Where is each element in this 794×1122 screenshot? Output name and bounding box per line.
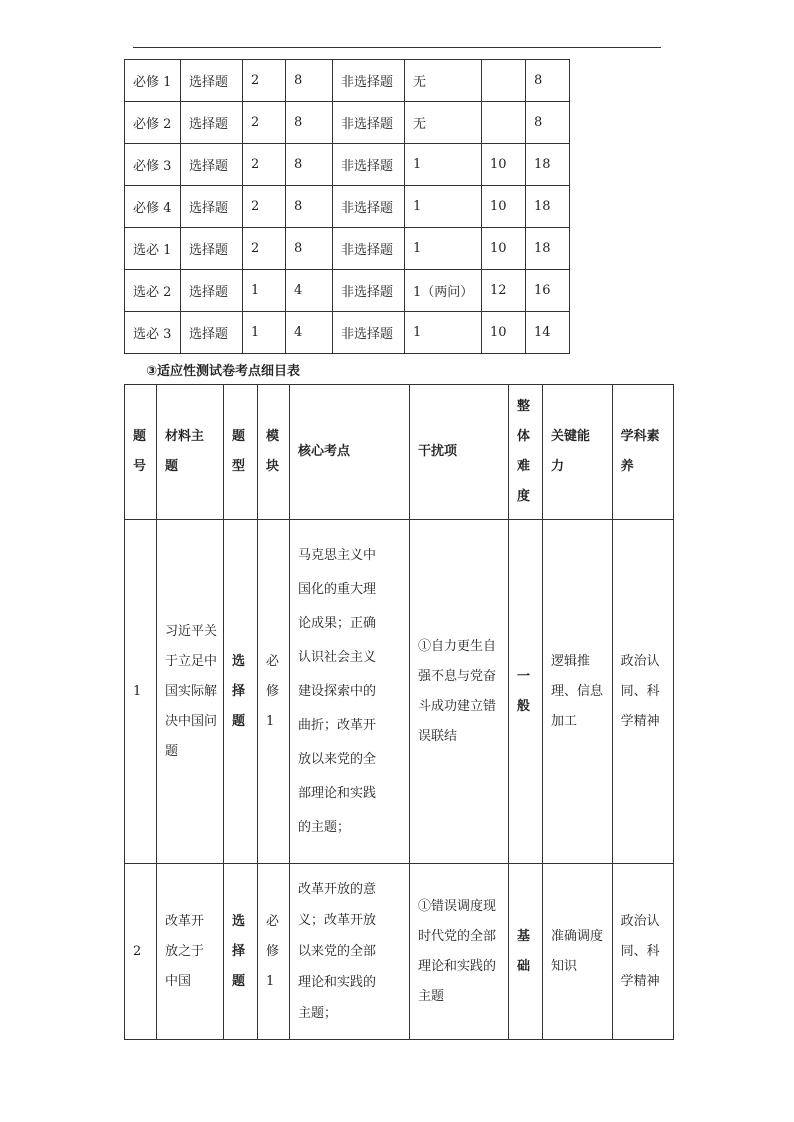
summary-cell-module: 必修 3 <box>125 144 181 186</box>
summary-row <box>125 228 570 270</box>
summary-cell-type-b: 非选择题 <box>333 60 405 102</box>
summary-cell-count-b: 1（两问） <box>405 270 482 312</box>
summary-row <box>125 312 570 354</box>
question-type: 选择题 <box>224 864 258 1040</box>
exam-detail-table <box>124 384 674 1040</box>
detail-row-2 <box>125 864 674 1040</box>
summary-cell-count-b: 1 <box>405 228 482 270</box>
module: 必修1 <box>258 520 290 864</box>
summary-cell-type-a: 选择题 <box>181 144 243 186</box>
summary-cell-type-b: 非选择题 <box>333 186 405 228</box>
summary-cell-count-a: 2 <box>243 102 286 144</box>
header-cell-core: 核心考点 <box>290 385 410 520</box>
distractor: ①自力更生自强不息与党奋斗成功建立错误联结 <box>410 520 509 864</box>
subject-literacy: 政治认同、科学精神 <box>612 864 673 1040</box>
summary-cell-count-a: 2 <box>243 228 286 270</box>
summary-cell-type-b: 非选择题 <box>333 144 405 186</box>
summary-cell-score-b: 10 <box>482 312 526 354</box>
summary-cell-module: 选必 1 <box>125 228 181 270</box>
material-theme: 习近平关于立足中国实际解决中国问题 <box>157 520 224 864</box>
summary-cell-score-a: 4 <box>286 312 333 354</box>
question-type: 选择题 <box>224 520 258 864</box>
question-number: 1 <box>125 520 157 864</box>
key-ability: 准确调度知识 <box>543 864 613 1040</box>
material-theme: 改革开放之于中国 <box>157 864 224 1040</box>
summary-cell-type-b: 非选择题 <box>333 228 405 270</box>
summary-cell-count-b: 无 <box>405 60 482 102</box>
difficulty: 基础 <box>509 864 543 1040</box>
summary-cell-total: 8 <box>526 102 570 144</box>
header-rule <box>133 47 661 48</box>
summary-cell-score-b: 10 <box>482 186 526 228</box>
core-points: 马克思主义中国化的重大理论成果；正确认识社会主义建设探索中的曲折；改革开放以来党的全部理论和实践的主题； <box>290 520 410 864</box>
detail-row-1 <box>125 520 674 864</box>
header-cell-theme: 材料主题 <box>157 385 224 520</box>
summary-cell-score-a: 4 <box>286 270 333 312</box>
summary-cell-module: 必修 4 <box>125 186 181 228</box>
summary-cell-score-a: 8 <box>286 228 333 270</box>
summary-cell-type-a: 选择题 <box>181 102 243 144</box>
header-cell-distractor: 干扰项 <box>410 385 509 520</box>
summary-cell-count-b: 无 <box>405 102 482 144</box>
header-cell-difficulty: 整体难度 <box>509 385 543 520</box>
summary-cell-count-b: 1 <box>405 144 482 186</box>
summary-cell-count-b: 1 <box>405 186 482 228</box>
header-cell-literacy: 学科素养 <box>612 385 673 520</box>
key-ability: 逻辑推理、信息加工 <box>543 520 613 864</box>
summary-cell-score-b: 10 <box>482 144 526 186</box>
summary-cell-score-b: 10 <box>482 228 526 270</box>
summary-cell-score-a: 8 <box>286 102 333 144</box>
header-cell-module: 模块 <box>258 385 290 520</box>
summary-cell-type-a: 选择题 <box>181 312 243 354</box>
summary-row <box>125 102 570 144</box>
summary-row <box>125 270 570 312</box>
summary-cell-module: 必修 1 <box>125 60 181 102</box>
detail-header-row <box>125 385 674 520</box>
summary-cell-score-b: 12 <box>482 270 526 312</box>
summary-cell-total: 14 <box>526 312 570 354</box>
summary-cell-type-b: 非选择题 <box>333 102 405 144</box>
summary-cell-type-a: 选择题 <box>181 228 243 270</box>
summary-row <box>125 186 570 228</box>
summary-cell-count-a: 1 <box>243 270 286 312</box>
difficulty: 一般 <box>509 520 543 864</box>
summary-table-body <box>125 60 570 354</box>
summary-cell-score-a: 8 <box>286 60 333 102</box>
summary-cell-count-a: 2 <box>243 60 286 102</box>
question-number: 2 <box>125 864 157 1040</box>
summary-cell-type-a: 选择题 <box>181 60 243 102</box>
summary-cell-module: 必修 2 <box>125 102 181 144</box>
summary-cell-score-a: 8 <box>286 186 333 228</box>
summary-cell-score-b <box>482 60 526 102</box>
header-cell-num: 题号 <box>125 385 157 520</box>
summary-cell-module: 选必 3 <box>125 312 181 354</box>
summary-cell-total: 18 <box>526 144 570 186</box>
summary-cell-count-a: 2 <box>243 144 286 186</box>
summary-cell-total: 8 <box>526 60 570 102</box>
summary-cell-count-b: 1 <box>405 312 482 354</box>
summary-row <box>125 60 570 102</box>
summary-cell-score-a: 8 <box>286 144 333 186</box>
summary-cell-total: 16 <box>526 270 570 312</box>
header-cell-ability: 关键能力 <box>543 385 613 520</box>
summary-cell-score-b <box>482 102 526 144</box>
module: 必修1 <box>258 864 290 1040</box>
core-points: 改革开放的意义；改革开放以来党的全部理论和实践的主题； <box>290 864 410 1040</box>
summary-cell-count-a: 1 <box>243 312 286 354</box>
summary-cell-total: 18 <box>526 228 570 270</box>
summary-cell-module: 选必 2 <box>125 270 181 312</box>
module-summary-table <box>124 59 570 354</box>
summary-row <box>125 144 570 186</box>
header-cell-type: 题型 <box>224 385 258 520</box>
subject-literacy: 政治认同、科学精神 <box>612 520 673 864</box>
summary-cell-type-a: 选择题 <box>181 186 243 228</box>
distractor: ①错误调度现时代党的全部理论和实践的主题 <box>410 864 509 1040</box>
summary-cell-type-a: 选择题 <box>181 270 243 312</box>
summary-cell-total: 18 <box>526 186 570 228</box>
summary-cell-count-a: 2 <box>243 186 286 228</box>
table-caption: ③适应性测试卷考点细目表 <box>146 364 301 379</box>
summary-cell-type-b: 非选择题 <box>333 312 405 354</box>
summary-cell-type-b: 非选择题 <box>333 270 405 312</box>
